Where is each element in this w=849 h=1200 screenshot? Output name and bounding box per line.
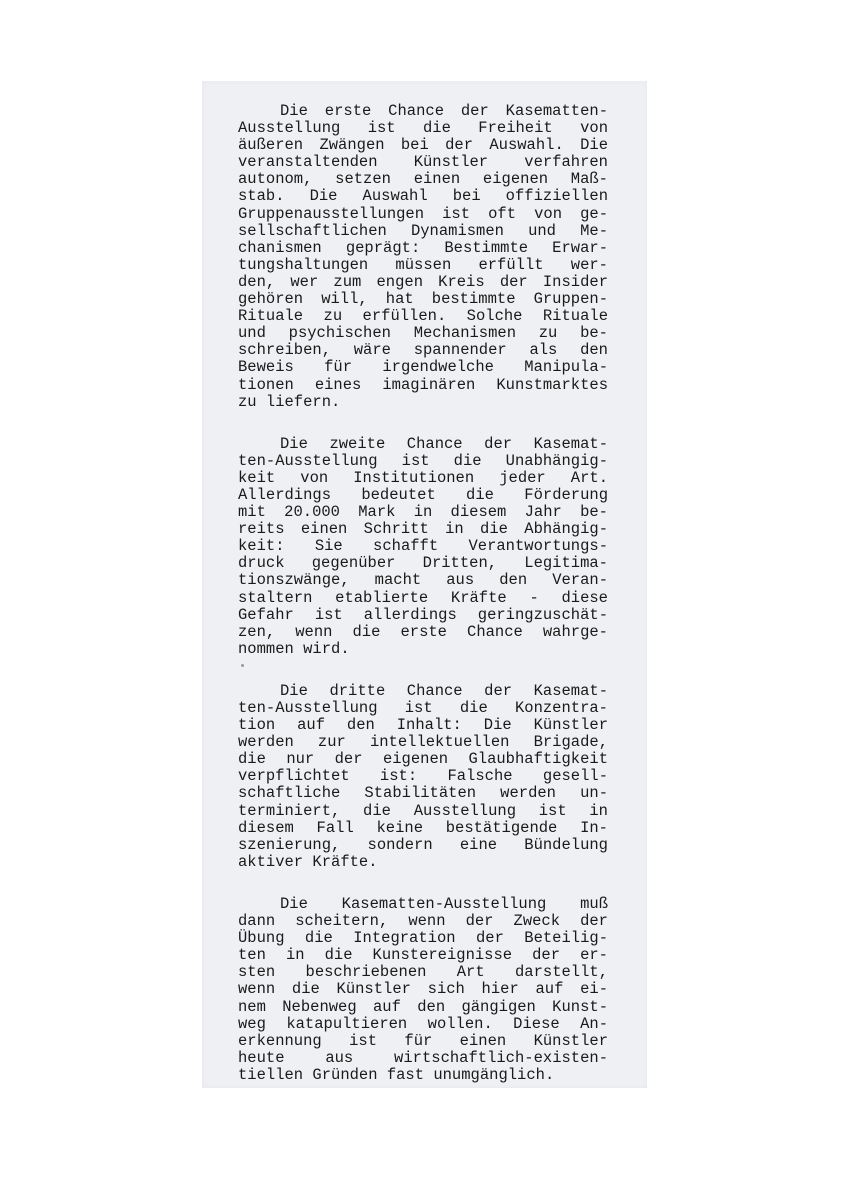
text-line: werden zur intellektuellen Brigade, xyxy=(238,733,608,752)
text-line: und psychischen Mechanismen zu be- xyxy=(238,324,608,343)
text-line: dann scheitern, wenn der Zweck der xyxy=(238,912,608,931)
text-line: nommen wird. xyxy=(238,639,350,658)
text-line: terminiert, die Ausstellung ist in xyxy=(238,801,608,820)
paragraph-2 xyxy=(238,436,608,658)
paper-speck xyxy=(241,664,244,667)
text-line: reits einen Schritt in die Abhängig- xyxy=(238,520,608,539)
text-line: heute aus wirtschaftlich-existen- xyxy=(238,1048,608,1067)
text-line: schreiben, wäre spannender als den xyxy=(238,341,608,360)
text-line: mit 20.000 Mark in diesem Jahr be- xyxy=(238,503,608,522)
text-line: nem Nebenweg auf den gängigen Kunst- xyxy=(238,997,608,1016)
text-line: ten-Ausstellung ist die Konzentra- xyxy=(238,699,608,717)
text-line: szenierung, sondern eine Bündelung xyxy=(238,835,608,854)
text-line: wenn die Künstler sich hier auf ei- xyxy=(238,980,608,999)
text-line: weg katapultieren wollen. Diese An- xyxy=(238,1014,608,1033)
paper-sheet xyxy=(202,81,647,1088)
text-line: zen, wenn die erste Chance wahrge- xyxy=(238,622,608,641)
text-line: äußeren Zwängen bei der Auswahl. Die xyxy=(238,136,608,155)
text-line: Die zweite Chance der Kasemat- xyxy=(280,434,608,453)
text-line: chanismen geprägt: Bestimmte Erwar- xyxy=(238,238,608,257)
text-line: tiellen Gründen fast unumgänglich. xyxy=(238,1065,555,1084)
text-line: Gefahr ist allerdings geringzuschät- xyxy=(238,605,608,624)
text-line: tionszwänge, macht aus den Veran- xyxy=(238,571,608,590)
text-line: tion auf den Inhalt: Die Künstler xyxy=(238,716,608,735)
text-line: sten beschriebenen Art darstellt, xyxy=(238,963,608,982)
text-line: Beweis für irgendwelche Manipula- xyxy=(238,358,608,377)
text-line: druck gegenüber Dritten, Legitima- xyxy=(238,554,608,573)
text-line: ten in die Kunstereignisse der er- xyxy=(238,946,608,965)
paragraph-3 xyxy=(238,683,608,871)
text-line: keit von Institutionen jeder Art. xyxy=(238,468,608,487)
text-line: keit: Sie schafft Verantwortungs- xyxy=(238,537,608,556)
text-line: autonom, setzen einen eigenen Maß- xyxy=(238,170,608,189)
text-line: aktiver Kräfte. xyxy=(238,852,378,871)
text-line: gehören will, hat bestimmte Gruppen- xyxy=(238,290,608,309)
text-line: Rituale zu erfüllen. Solche Rituale xyxy=(238,307,608,326)
paragraph-1 xyxy=(238,103,608,411)
text-line: stab. Die Auswahl bei offiziellen xyxy=(238,187,608,206)
text-line: schaftliche Stabilitäten werden un- xyxy=(238,784,608,803)
text-line: sellschaftlichen Dynamismen und Me- xyxy=(238,221,608,240)
text-line: Die Kasematten-Ausstellung muß xyxy=(280,894,608,913)
text-line: tungshaltungen müssen erfüllt wer- xyxy=(238,255,608,274)
text-line: Die erste Chance der Kasematten- xyxy=(280,102,608,120)
text-line: Ausstellung ist die Freiheit von xyxy=(238,119,608,138)
text-line: die nur der eigenen Glaubhaftigkeit xyxy=(238,750,608,769)
text-line: zu liefern. xyxy=(238,392,341,411)
text-line: veranstaltenden Künstler verfahren xyxy=(238,153,608,172)
text-line: ten-Ausstellung ist die Unabhängig- xyxy=(238,451,608,470)
text-line: den, wer zum engen Kreis der Insider xyxy=(238,272,608,291)
text-line: Die dritte Chance der Kasemat- xyxy=(280,681,608,700)
text-line: Gruppenausstellungen ist oft von ge- xyxy=(238,204,608,223)
text-line: tionen eines imaginären Kunstmarktes xyxy=(238,375,608,394)
text-line: diesem Fall keine bestätigende In- xyxy=(238,818,608,837)
paragraph-4 xyxy=(238,896,608,1084)
text-line: staltern etablierte Kräfte - diese xyxy=(238,588,608,607)
text-line: Allerdings bedeutet die Förderung xyxy=(238,485,608,504)
text-line: Übung die Integration der Beteilig- xyxy=(238,929,608,948)
text-line: verpflichtet ist: Falsche gesell- xyxy=(238,767,608,786)
article-text xyxy=(238,103,608,1109)
text-line: erkennung ist für einen Künstler xyxy=(238,1031,608,1050)
